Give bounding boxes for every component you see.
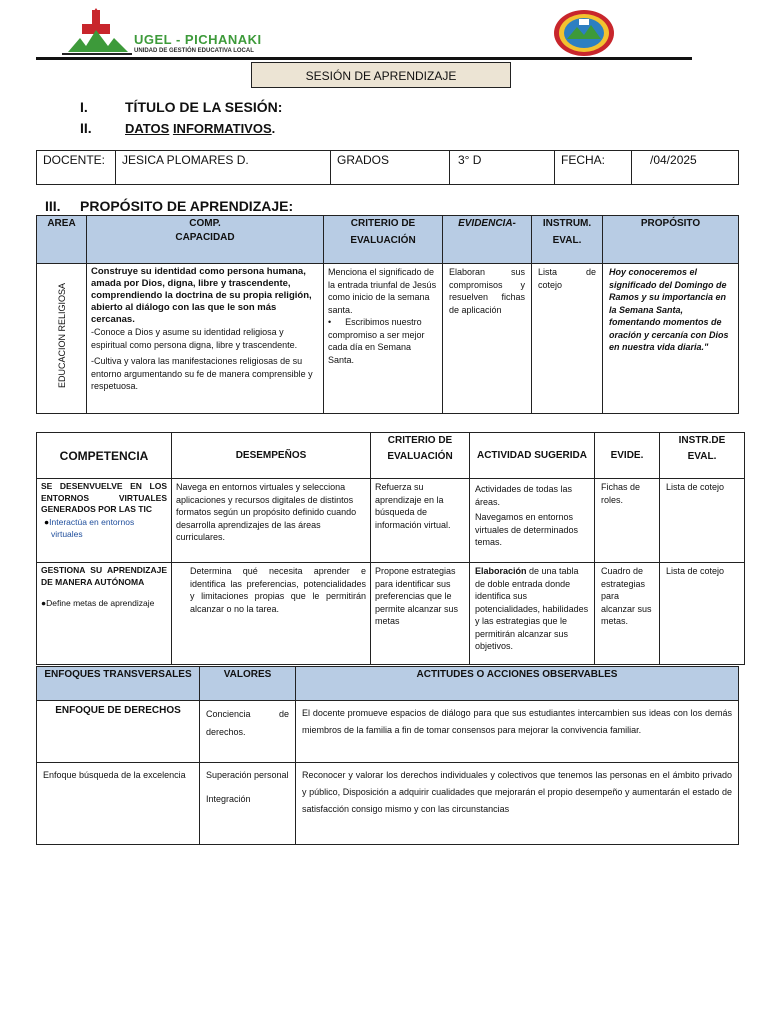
bullet-dot-icon: ● <box>44 516 50 527</box>
comp-header-instr-2: EVAL. <box>687 451 717 462</box>
comp-row2-capacidad: Define metas de aprendizaje <box>46 598 155 608</box>
comp-row1-actividad-cell <box>470 479 595 563</box>
comp-header-criterio-1: CRITERIO DE <box>387 435 453 446</box>
purpose-header-comp <box>87 216 324 264</box>
session-title-box <box>251 62 511 88</box>
fecha-label: FECHA: <box>555 151 632 185</box>
purpose-area-cell <box>37 264 87 414</box>
purpose-header-row <box>37 216 739 264</box>
comp-row2-desempeno: Determina qué necesita aprender e identifica las preferencias, potencialidades y limitaciones propias que le permitirán alcanzar o no la tarea. <box>172 563 371 665</box>
bullet-dot-icon: ● <box>41 598 47 608</box>
comp-row2-competencia: GESTIONA SU APRENDIZAJE DE MANERA AUTÓNOMA <box>41 565 167 587</box>
comp-row2-capacidad-wrap <box>41 597 167 610</box>
grados-label: GRADOS <box>331 151 450 185</box>
purpose-criterio-1: Menciona el significado de la entrada triunfal de Jesús como inicio de la semana santa. <box>328 267 437 315</box>
comp-header-instr-1: INSTR.DE <box>678 435 726 446</box>
comp-header-criterio <box>371 433 470 479</box>
fecha-value: /04/2025 <box>632 151 739 185</box>
section-1-title: TÍTULO DE LA SESIÓN: <box>125 99 283 115</box>
ugel-logo-subtitle: UNIDAD DE GESTIÓN EDUCATIVA LOCAL <box>134 48 254 54</box>
ugel-emblem-icon <box>62 8 132 58</box>
comp-row2-evidencia: Cuadro de estrategias para alcanzar sus metas. <box>595 563 660 665</box>
enfoques-header-actitudes: ACTITUDES O ACCIONES OBSERVABLES <box>296 667 739 701</box>
enfoques-row2-enfoque: Enfoque búsqueda de la excelencia <box>37 763 200 845</box>
purpose-instrumento: Lista de cotejo <box>532 264 603 414</box>
competencias-row-1 <box>37 479 745 563</box>
purpose-header-criterio-2: EVALUACIÓN <box>350 235 416 246</box>
purpose-row <box>37 264 739 414</box>
enfoques-row-1 <box>37 701 739 763</box>
section-1-number: I. <box>80 99 88 115</box>
comp-header-evide: EVIDE. <box>595 433 660 479</box>
enfoques-header-enfoques: ENFOQUES TRANSVERSALES <box>37 667 200 701</box>
comp-row1-instrumento: Lista de cotejo <box>660 479 745 563</box>
purpose-table <box>36 215 739 414</box>
comp-row2-actividad-rest: de una tabla de doble entrada donde identifica sus potencialidades, habilidades y las estrategias que le permitirán alcanzar sus objetivos. <box>475 566 589 651</box>
comp-row2-competencia-cell <box>37 563 172 665</box>
competencias-table <box>36 432 745 665</box>
comp-row1-competencia-cell <box>37 479 172 563</box>
purpose-header-area: AREA <box>37 216 87 264</box>
docente-label: DOCENTE: <box>37 151 116 185</box>
purpose-header-comp-2: CAPACIDAD <box>175 232 235 243</box>
section-3-title: PROPÓSITO DE APRENDIZAJE: <box>80 198 294 214</box>
ugel-logo <box>62 8 262 58</box>
purpose-header-evidencia: EVIDENCIA- <box>443 216 532 264</box>
purpose-comp-cap2: -Cultiva y valora las manifestaciones religiosas de su entorno argumentando su fe de manera comprensible y respetuosa. <box>91 356 313 391</box>
purpose-header-criterio <box>324 216 443 264</box>
comp-row2-actividad-bold: Elaboración <box>475 566 527 576</box>
comp-row1-actividad-1: Actividades de todas las áreas. <box>475 484 573 507</box>
comp-row1-criterio: Refuerza su aprendizaje en la búsqueda de información virtual. <box>371 479 470 563</box>
comp-header-desempenos: DESEMPEÑOS <box>172 433 371 479</box>
section-2-title-dot: . <box>271 121 276 136</box>
enfoques-header-row <box>37 667 739 701</box>
session-title: SESIÓN DE APRENDIZAJE <box>305 69 457 83</box>
section-2-number: II. <box>80 120 92 136</box>
header-rule <box>36 57 692 60</box>
comp-row1-capacidad: Interactúa en entornos virtuales <box>49 516 135 539</box>
grados-value: 3° D <box>450 151 555 185</box>
comp-header-instr <box>660 433 745 479</box>
section-2-title-b: INFORMATIVOS <box>172 121 272 136</box>
comp-row1-evidencia: Fichas de roles. <box>595 479 660 563</box>
purpose-area: EDUCACION RELIGIOSA <box>56 283 67 389</box>
competencias-header-row <box>37 433 745 479</box>
enfoques-row2-actitud: Reconocer y valorar los derechos individuales y colectivos que tenemos las personas en el ámbito privado y público, Disposición a adquirir cualidades que mejorarán el propio desempeño y aumentarán el estado de satisfacción consigo mismo y con las circunstancias <box>296 763 739 845</box>
enfoques-table <box>36 666 739 845</box>
enfoques-row1-valores: Conciencia de derechos. <box>200 701 296 763</box>
purpose-header-instrum-2: EVAL. <box>552 235 582 246</box>
purpose-proposito: Hoy conoceremos el significado del Domingo de Ramos y su importancia en la Semana Santa, fomentando momentos de oración y cercanía con Dios en nuestra vida diaria." <box>603 264 739 414</box>
comp-row1-desempeno: Navega en entornos virtuales y selecciona aplicaciones y recursos digitales de distintos formatos según un propósito definido cuando desarrolla aprendizajes de las áreas curriculares. <box>172 479 371 563</box>
purpose-header-comp-1: COMP. <box>189 218 221 229</box>
purpose-header-instrum-1: INSTRUM. <box>542 218 592 229</box>
enfoques-row2-valores-1: Superación personal <box>206 770 289 780</box>
info-row <box>37 151 739 185</box>
enfoques-row1-actitud: El docente promueve espacios de diálogo para que sus estudiantes intercambien sus ideas con los demás miembros de la familia a fin de tomar consensos para mejorar la convivencia familiar. <box>296 701 739 763</box>
purpose-evidencia: Elaboran sus compromisos y resuelven fichas de aplicación <box>443 264 532 414</box>
school-seal-icon <box>553 9 615 57</box>
comp-header-competencia: COMPETENCIA <box>37 433 172 479</box>
section-3-number: III. <box>45 198 61 214</box>
comp-row1-actividad-2: Navegamos en entornos virtuales de determinados temas. <box>475 512 579 547</box>
section-2-title <box>125 121 275 136</box>
comp-row2-actividad-cell <box>470 563 595 665</box>
purpose-criterio-bullet: • <box>328 317 332 327</box>
enfoques-row2-valores-cell <box>200 763 296 845</box>
purpose-comp-cell <box>87 264 324 414</box>
purpose-header-instrum <box>532 216 603 264</box>
comp-header-criterio-2: EVALUACIÓN <box>387 451 453 462</box>
school-seal <box>553 9 615 57</box>
section-2-title-a: DATOS <box>125 121 170 136</box>
comp-row2-instrumento: Lista de cotejo <box>660 563 745 665</box>
purpose-criterio-2: Escribimos nuestro compromiso a ser mejor cada día en Semana Santa. <box>328 317 425 365</box>
enfoques-row-2 <box>37 763 739 845</box>
purpose-header-criterio-1: CRITERIO DE <box>350 218 416 229</box>
comp-row1-competencia: SE DESENVUELVE EN LOS ENTORNOS VIRTUALES GENERADOS POR LAS TIC <box>41 481 167 514</box>
comp-row2-criterio: Propone estrategias para identificar sus preferencias que le permite alcanzar sus metas <box>371 563 470 665</box>
comp-header-actividad: ACTIVIDAD SUGERIDA <box>470 433 595 479</box>
purpose-comp-bold: Construye su identidad como persona humana, amada por Dios, digna, libre y trascendente, comprendiendo la doctrina de su propia religión, abierto al diálogo con las que le son más cercanas. <box>91 266 312 325</box>
ugel-logo-title: UGEL - PICHANAKI <box>134 32 262 47</box>
docente-value: JESICA PLOMARES D. <box>116 151 331 185</box>
enfoques-row2-valores-2: Integración <box>206 794 251 804</box>
purpose-header-proposito: PROPÓSITO <box>603 216 739 264</box>
enfoques-row1-enfoque: ENFOQUE DE DERECHOS <box>37 701 200 763</box>
purpose-comp-cap1: -Conoce a Dios y asume su identidad religiosa y espiritual como persona digna, libre y trascendente. <box>91 327 298 350</box>
purpose-criterio-cell <box>324 264 443 414</box>
info-table <box>36 150 739 185</box>
comp-row1-capacidad-wrap <box>41 516 167 541</box>
competencias-row-2 <box>37 563 745 665</box>
purpose-criterio-2-wrap <box>328 316 438 366</box>
enfoques-header-valores: VALORES <box>200 667 296 701</box>
